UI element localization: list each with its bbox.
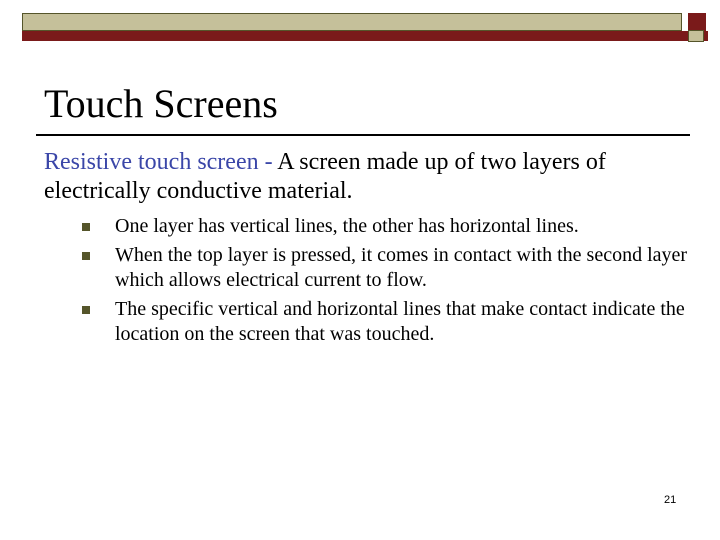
- bullet-item: [80, 243, 690, 293]
- bullet-item: [80, 297, 690, 347]
- bullet-item: [80, 214, 690, 239]
- square-bullet-icon: [82, 223, 90, 231]
- header-accent-bar: [22, 31, 708, 41]
- header-decorative-bar: [22, 13, 682, 31]
- bullet-text: When the top layer is pressed, it comes in contact with the second layer which allows electrical current to flow.: [115, 244, 688, 291]
- lead-text: A screen made up of two layers of electrically conductive material.: [44, 149, 606, 204]
- header-square-light: [688, 30, 704, 42]
- square-bullet-icon: [82, 306, 90, 314]
- lead-paragraph: [44, 148, 664, 206]
- slide-title: Touch Screens: [44, 81, 278, 126]
- page-number: 21: [664, 494, 677, 506]
- header-square-dark: [688, 13, 706, 31]
- lead-term: Resistive touch screen -: [44, 149, 273, 175]
- bullet-text: The specific vertical and horizontal lines that make contact indicate the location on the screen that was touched.: [115, 298, 685, 345]
- bullet-text: One layer has vertical lines, the other has horizontal lines.: [115, 215, 579, 237]
- title-divider: [36, 134, 690, 136]
- square-bullet-icon: [82, 252, 90, 260]
- bullet-list: [80, 214, 690, 351]
